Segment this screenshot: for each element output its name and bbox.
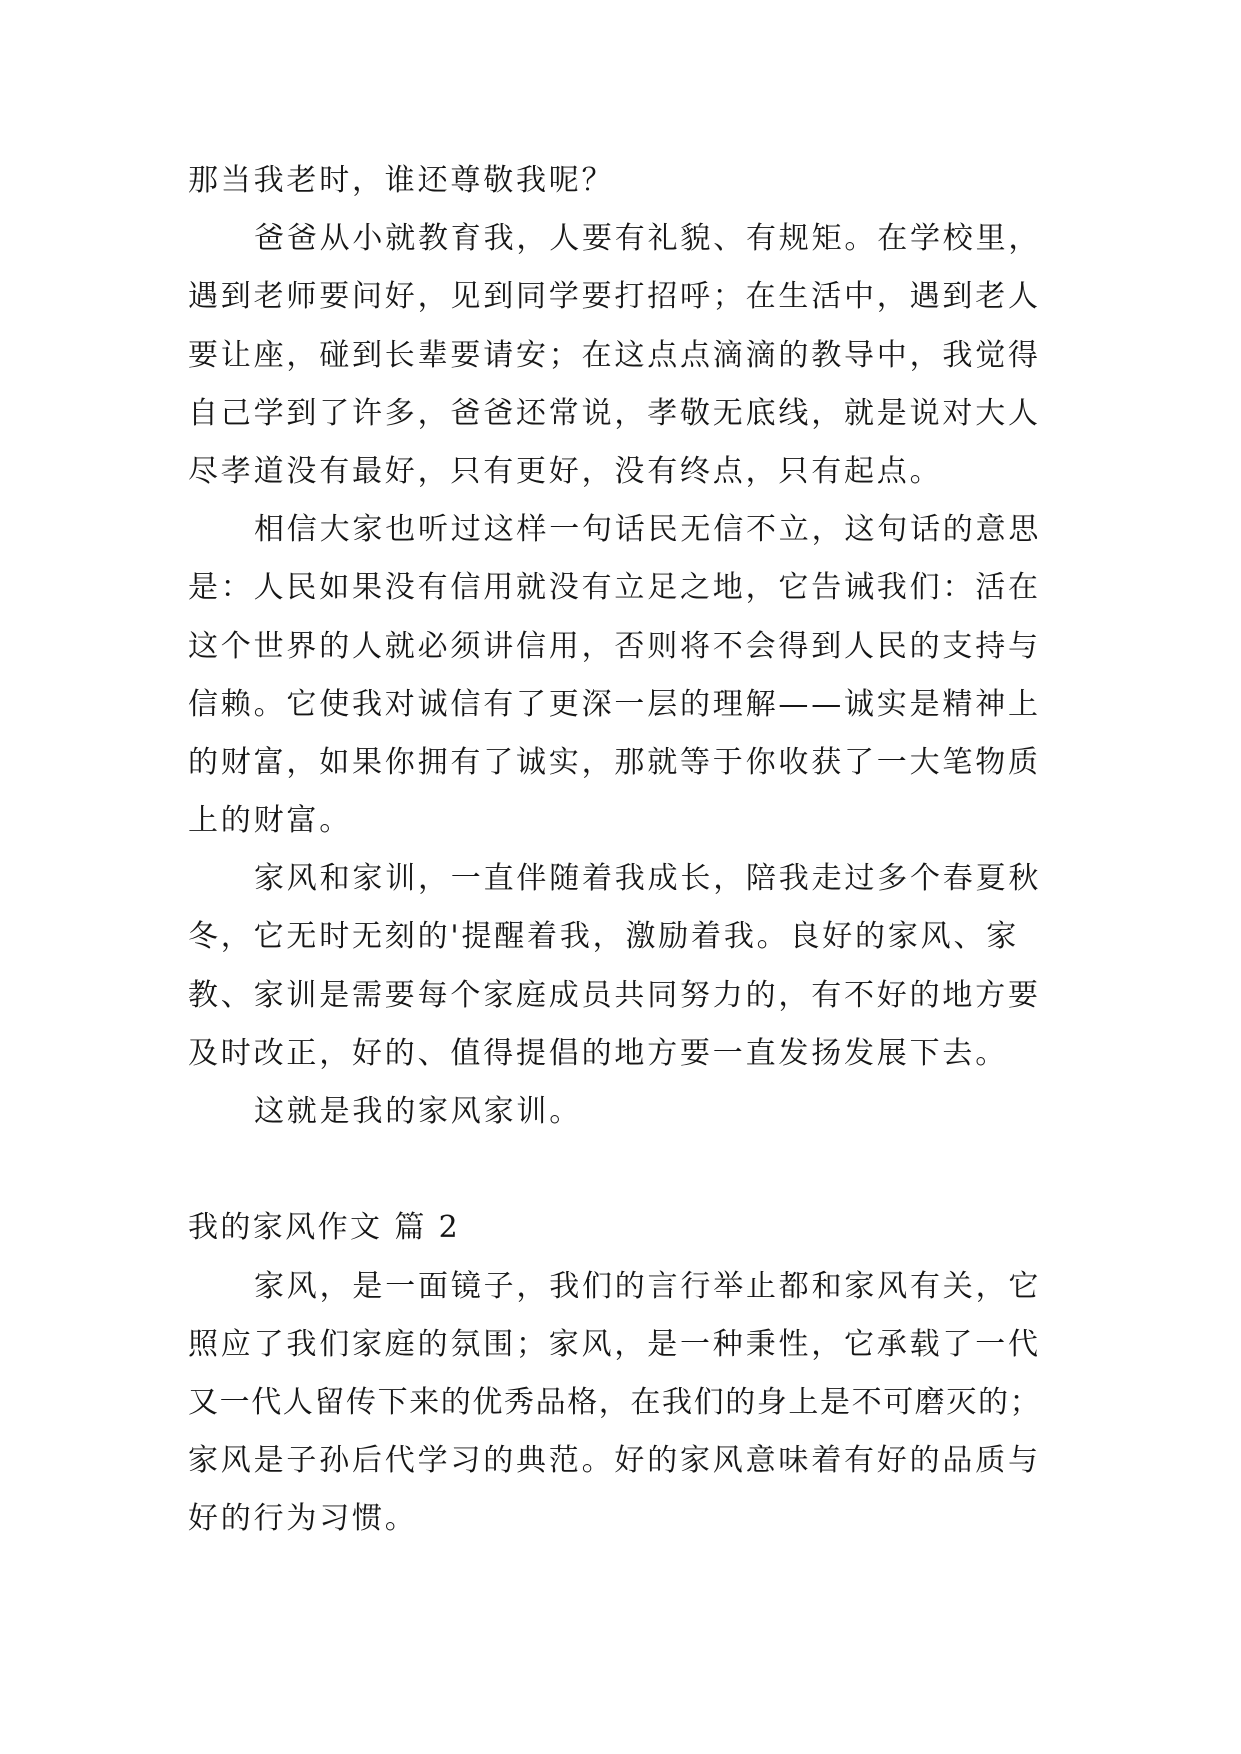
text-line: 的财富，如果你拥有了诚实，那就等于你收获了一大笔物质 bbox=[188, 744, 1041, 780]
text-line: 那当我老时，谁还尊敬我呢？ bbox=[188, 163, 615, 198]
document-body bbox=[188, 152, 1118, 1549]
paragraph bbox=[188, 210, 1118, 501]
text-line: 这就是我的家风家训。 bbox=[254, 1094, 582, 1129]
text-line: 爸爸从小就教育我，人要有礼貌、有规矩。在学校里， bbox=[254, 221, 1042, 257]
paragraph bbox=[188, 850, 1118, 1083]
text-line: 及时改正，好的、值得提倡的地方要一直发扬发展下去。 bbox=[188, 1035, 1008, 1071]
section-heading: 我的家风作文 篇 2 bbox=[188, 1210, 461, 1246]
text-line: 相信大家也听过这样一句话民无信不立，这句话的意思 bbox=[254, 512, 1042, 548]
paragraph bbox=[188, 501, 1118, 850]
text-line: 是：人民如果没有信用就没有立足之地，它告诫我们：活在 bbox=[188, 570, 1041, 606]
paragraph-continuation bbox=[188, 152, 1118, 210]
text-line: 尽孝道没有最好，只有更好，没有终点，只有起点。 bbox=[188, 453, 943, 489]
text-line: 信赖。它使我对诚信有了更深一层的理解——诚实是精神上 bbox=[188, 686, 1041, 722]
text-line: 冬，它无时无刻的'提醒着我，激励着我。良好的家风、家 bbox=[188, 919, 1020, 955]
text-line: 自己学到了许多，爸爸还常说，孝敬无底线，就是说对大人 bbox=[188, 395, 1041, 431]
text-line: 又一代人留传下来的优秀品格，在我们的身上是不可磨灭的； bbox=[188, 1384, 1042, 1420]
text-line: 这个世界的人就必须讲信用，否则将不会得到人民的支持与 bbox=[188, 628, 1041, 664]
paragraph bbox=[188, 1083, 1118, 1141]
text-line: 家风，是一面镜子，我们的言行举止都和家风有关，它 bbox=[254, 1268, 1042, 1304]
text-line: 家风是子孙后代学习的典范。好的家风意味着有好的品质与 bbox=[188, 1443, 1041, 1479]
text-line: 上的财富。 bbox=[188, 803, 352, 839]
text-line: 要让座，碰到长辈要请安；在这点点滴滴的教导中，我觉得 bbox=[188, 337, 1041, 373]
text-line: 教、家训是需要每个家庭成员共同努力的，有不好的地方要 bbox=[188, 977, 1041, 1013]
text-line: 照应了我们家庭的氛围；家风，是一种秉性，它承载了一代 bbox=[188, 1326, 1041, 1362]
text-line: 好的行为习惯。 bbox=[188, 1501, 418, 1537]
text-line: 家风和家训，一直伴随着我成长，陪我走过多个春夏秋 bbox=[254, 861, 1042, 897]
paragraph bbox=[188, 1258, 1118, 1549]
text-line: 遇到老师要问好，见到同学要打招呼；在生活中，遇到老人 bbox=[188, 279, 1041, 315]
blank-line bbox=[188, 1141, 1118, 1199]
